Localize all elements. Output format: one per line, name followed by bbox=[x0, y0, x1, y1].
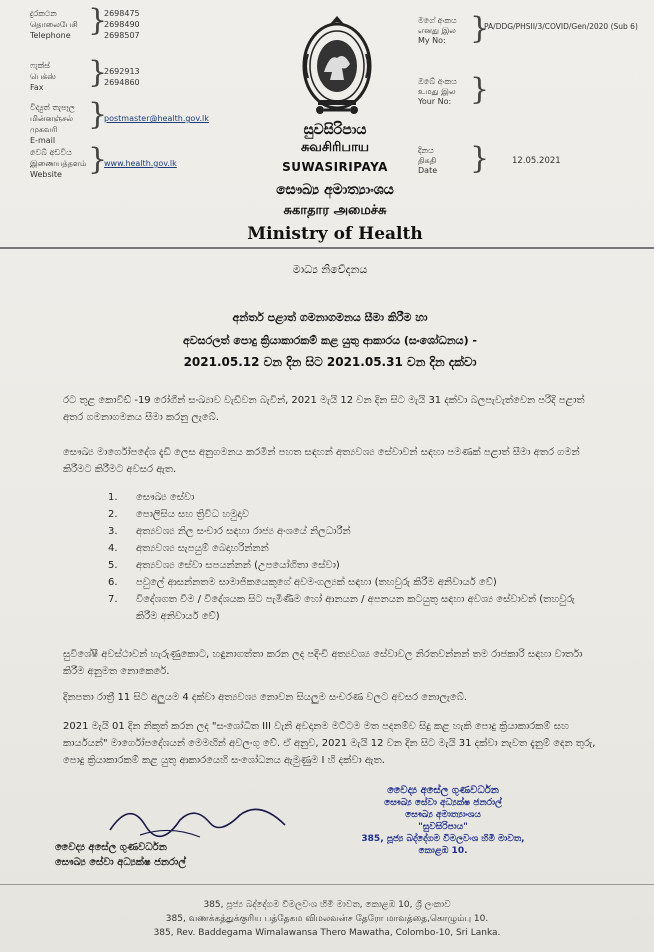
email-label-en: E-mail bbox=[30, 136, 56, 145]
national-emblem-icon bbox=[300, 14, 374, 118]
heading-line-2: අවසරලත් පොදු ක්‍රියාකාරකම් කළ යුතු ආකාරය (සංශෝධනය) - bbox=[182, 334, 477, 347]
website-label-ta: இணையத்தளம் bbox=[30, 159, 87, 168]
list-item bbox=[108, 506, 588, 523]
email-label-si: විද්‍යුත් තැපෑල bbox=[30, 103, 75, 112]
list-text: අත්‍යවශ්‍ය සේවා සපයන්නන් (උපයෝගිතා සේවා) bbox=[136, 560, 340, 571]
official-stamp bbox=[318, 785, 568, 857]
stamp-building: "සුවසිරිපාය" bbox=[418, 822, 468, 832]
list-text: අත්‍යවශ්‍ය නිල සංචාර සඳහා රාජ්‍ය අංශයේ නිලධාරීන් bbox=[136, 526, 351, 537]
telephone-label-en: Telephone bbox=[30, 31, 71, 40]
ministry-name-tamil: சுகாதார அமைச்சு bbox=[283, 203, 387, 218]
your-no-label-ta: உமது இல bbox=[418, 87, 456, 96]
paragraph-4: දිනපතා රාත්‍රී 11 සිට අලුයම 4 දක්වා අත්‍යවශ්‍ය නොවන සියලුම සංචරණ වලට අවසර නොලැබේ. bbox=[63, 692, 468, 703]
list-number: 7. bbox=[108, 594, 118, 605]
fax-number: 2692913 bbox=[104, 67, 140, 76]
stamp-title: සෞඛ්‍ය සේවා අධ්‍යක්ෂ ජනරාල් bbox=[384, 798, 502, 808]
date-value: 12.05.2021 bbox=[512, 156, 561, 166]
brace-icon: } bbox=[470, 141, 490, 176]
paragraph-3: සුවිශේෂී අවස්ථාවන් හැරුණුකොට, හඳුනාගත්තා කරන ලද පදිංචි අත්‍යවශ්‍ය සේවාවල නිරතවන්නන් තම රාජකාරි සඳහා වාර්තා කිරීම අනුමත නොකෙරේ. bbox=[63, 649, 583, 677]
brace-icon: } bbox=[470, 11, 490, 46]
list-text: පවුලේ ආසන්නතම සාමාජිකයෙකුගේ අවමංගල්‍යක් සඳහා (තහවුරු කිරීම අනිවාර්ය වේ) bbox=[136, 577, 497, 588]
fax-label-ta: பெக்ஸ் bbox=[30, 72, 56, 81]
list-text: විදේශගත වීම / විදේශයක සිට පැමිණීම හෝ ආනයන / අපනයන කටයුතු සඳහා අවශ්‍ය සේවාවන් (තහවුරු කිරීම අනිවාර්ය වේ) bbox=[136, 594, 575, 622]
list-text: අත්‍යවශ්‍ය සැපයුම් බෙදාහරින්නන් bbox=[136, 543, 269, 554]
fax-number: 2694860 bbox=[104, 78, 140, 87]
stamp-address: 385, පූජ්‍ය බද්දේගම විමලවංශ හිමි මාවත, bbox=[361, 834, 525, 844]
footer-address-tamil: 385, வணக்கத்துக்குரிய பத்தேகம விமலவன்ச தேரோ மாவத்தை,கொழும்பு 10. bbox=[165, 914, 489, 924]
heading-line-3: 2021.05.12 වන දින සිට 2021.05.31 වන දින දක්වා bbox=[183, 355, 477, 369]
list-text: පොලිසිය සහ ත්‍රිවිධ හමුදාව bbox=[136, 509, 249, 520]
signer-title: සෞඛ්‍ය සේවා අධ්‍යක්ෂ ජනරාල් bbox=[55, 857, 186, 868]
list-number: 1. bbox=[108, 492, 118, 503]
signer-block bbox=[55, 840, 275, 870]
brace-icon: } bbox=[88, 97, 108, 132]
date-label-si: දිනය bbox=[418, 146, 434, 155]
brand-name-english: SUWASIRIPAYA bbox=[282, 160, 388, 174]
ministry-name-sinhala: සෞඛ්‍ය අමාත්‍යාංශය bbox=[276, 182, 394, 198]
list-number: 5. bbox=[108, 560, 118, 571]
date-label-ta: திகதி bbox=[418, 156, 437, 165]
list-number: 2. bbox=[108, 509, 118, 520]
website-link[interactable]: www.health.gov.lk bbox=[104, 159, 177, 168]
list-item bbox=[108, 540, 588, 557]
brace-icon: } bbox=[88, 3, 108, 38]
list-text: සෞඛ්‍ය සේවා bbox=[136, 492, 195, 503]
brand-name-sinhala: සුවසිරිපාය bbox=[303, 122, 367, 138]
brace-icon: } bbox=[470, 72, 490, 107]
paragraph-5: 2021 මැයි 01 දින නිකුත් කරන ලද "සංශෝධිත III වැනි අවදානම මට්ටම මත පදනම්ව සිදු කළ හැකි පොදු ක්‍රියාකාරකම් සහ කාර්යයන්" මාර්ගෝපදේශයන් මෙමඟින් අවලංගු වේ. ඒ අනුව, 2021 මැයි 12 වන දින සිට මැයි 31 දක්වා නැවත දැනුම් දෙන තුරු, පොදු ක්‍රියාකාරකම් කළ යුතු ආකාරයෙහි සංශෝධනය ඇමුණුම I හි දක්වා ඇත. bbox=[63, 721, 596, 766]
fax-label-si: ෆැක්ස් bbox=[30, 61, 50, 70]
brace-icon: } bbox=[88, 55, 108, 90]
my-no-label-si: මගේ අංකය bbox=[418, 16, 457, 25]
website-label-en: Website bbox=[30, 170, 62, 179]
footer-divider bbox=[0, 884, 654, 885]
stamp-city: කොළඹ 10. bbox=[418, 846, 468, 856]
website-label-si: වෙබ් අඩවිය bbox=[30, 148, 72, 157]
brace-icon: } bbox=[88, 142, 108, 177]
list-number: 4. bbox=[108, 543, 118, 554]
paragraph-2: සෞඛ්‍ය මාර්ගෝපදේශ දැඩි ලෙස අනුගමනය කරමින් පහත සඳහන් අත්‍යවශ්‍ය සේවාවන් සඳහා පමණක් පළාත් සීමා අතර ගමන් කිරීමට කිරීමට අවසර ඇත. bbox=[63, 447, 580, 475]
signature-icon bbox=[100, 795, 300, 845]
my-no-value: PA/DDG/PHSII/3/COVID/Gen/2020 (Sub 6) bbox=[484, 22, 638, 31]
telephone-number: 2698490 bbox=[104, 20, 140, 29]
list-number: 3. bbox=[108, 526, 118, 537]
paragraph-1: රට තුළ කොවිඩ් -19 රෝගීන් සංඛ්‍යාව වැඩිවන බැවින්, 2021 මැයි 12 වන දින සිට මැයි 31 දක්වා බලපැවැත්වෙන පරිදි පළාත් අතර ගමනාගමනය සීමා කරනු ලැබේ. bbox=[63, 395, 585, 423]
list-number: 6. bbox=[108, 577, 118, 588]
footer-address-english: 385, Rev. Baddegama Wimalawansa Thero Mawatha, Colombo-10, Sri Lanka. bbox=[153, 928, 501, 938]
stamp-ministry: සෞඛ්‍ය අමාත්‍යාංශය bbox=[405, 810, 481, 820]
email-link[interactable]: postmaster@health.gov.lk bbox=[104, 114, 209, 123]
your-no-label-en: Your No: bbox=[418, 97, 452, 106]
fax-label-en: Fax bbox=[30, 83, 44, 92]
telephone-label-ta: தொலைபேசி bbox=[30, 20, 78, 29]
ministry-name-english: Ministry of Health bbox=[247, 224, 423, 244]
my-no-label-en: My No: bbox=[418, 36, 446, 45]
list-item bbox=[108, 523, 588, 540]
list-item bbox=[108, 489, 588, 506]
stamp-name: වෛද්‍ය අසේල ගුණවර්ධන bbox=[387, 785, 499, 796]
signer-name: වෛද්‍ය අසේල ගුණවර්ධන bbox=[55, 842, 167, 853]
brand-name-tamil: சுவசிரிபாய bbox=[300, 140, 370, 155]
list-item bbox=[108, 591, 588, 625]
list-item bbox=[108, 574, 588, 591]
email-label-ta: மின்னஞ்சல் முகவரி bbox=[30, 114, 74, 134]
telephone-number: 2698507 bbox=[104, 31, 140, 40]
list-item bbox=[108, 557, 588, 574]
header-divider bbox=[0, 247, 654, 249]
essential-services-list bbox=[108, 489, 588, 625]
footer-address-sinhala: 385, පූජ්‍ය බද්දේගම විමලවංශ හිමි මාවත, කොළඹ 10, ශ්‍රී ලංකාව bbox=[203, 900, 451, 910]
notice-title: මාධ්‍ය නිවේදනය bbox=[292, 263, 368, 276]
telephone-number: 2698475 bbox=[104, 9, 140, 18]
your-no-label-si: ඔබේ අංකය bbox=[418, 77, 457, 86]
telephone-label-si: දුරකථන bbox=[30, 9, 57, 18]
date-label-en: Date bbox=[418, 166, 438, 175]
heading-line-1: අන්තර් පළාත් ගමනාගමනය සීමා කිරීම හා bbox=[232, 311, 428, 324]
my-no-label-ta: எனது இல bbox=[418, 26, 456, 35]
